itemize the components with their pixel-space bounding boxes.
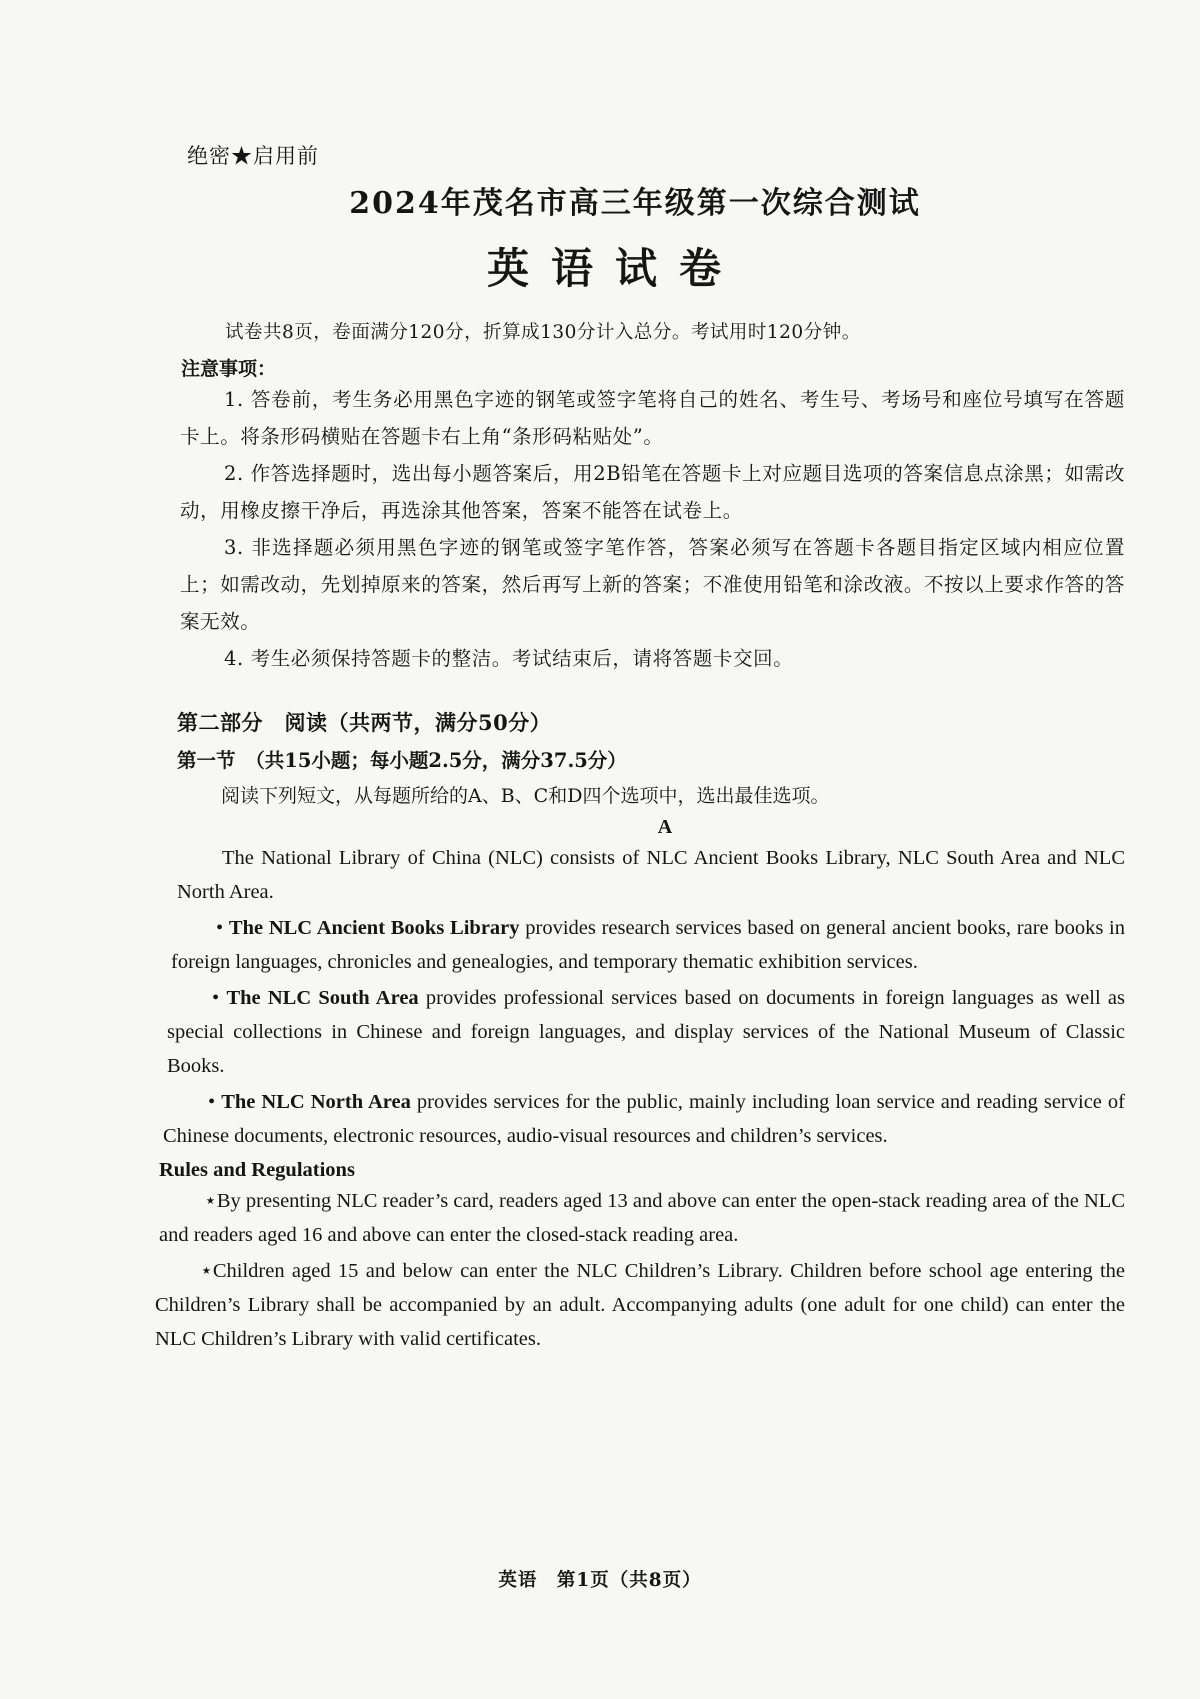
bullet-mark: • — [208, 1091, 216, 1113]
subject-title: 英语试卷 — [486, 244, 743, 293]
part-heading: 第二部分 阅读（共两节，满分50分） — [177, 710, 552, 735]
rule-item: ⋆Children aged 15 and below can enter the NLC Children’s Library. Children before school age entering the Children’s Library shall be accompanied by an adult. Accompanying adults (one adult for one child) can enter the NLC Children’s Library with valid certificates. — [155, 1260, 1125, 1350]
exam-intro: 试卷共8页，卷面满分120分，折算成130分计入总分。考试用时120分钟。 — [225, 322, 861, 343]
bullet-mark: • — [216, 917, 224, 939]
exam-title: 2024年茂名市高三年级第一次综合测试 — [349, 186, 921, 221]
bullet-text: provides research services based on general ancient books, rare books in foreign languages, chronicles and genealogies, and temporary thematic exhibition services. — [171, 917, 1125, 973]
section-heading: 第一节 （共15小题；每小题2.5分，满分37.5分） — [177, 749, 627, 772]
page-content — [155, 140, 1126, 1356]
rules-heading: Rules and Regulations — [159, 1159, 355, 1181]
rule-item: ⋆By presenting NLC reader’s card, readers aged 13 and above can enter the open-stack reading area of the NLC and readers aged 16 and above can enter the closed-stack reading area. — [159, 1190, 1125, 1246]
passage-bullet — [163, 1085, 1125, 1153]
passage-bullet — [167, 981, 1125, 1083]
passage-intro: The National Library of China (NLC) consists of NLC Ancient Books Library, NLC South Area and NLC North Area. — [177, 847, 1125, 903]
notes-heading: 注意事项： — [181, 358, 277, 380]
secret-mark: 绝密★启用前 — [187, 144, 319, 168]
note-item: 1. 答卷前，考生务必用黑色字迹的钢笔或签字笔将自己的姓名、考生号、考场号和座位号填写在答题卡上。将条形码横贴在答题卡右上角“条形码粘贴处”。 — [180, 388, 1125, 448]
note-item: 4. 考生必须保持答题卡的整洁。考试结束后，请将答题卡交回。 — [224, 647, 794, 670]
bullet-text: provides services for the public, mainly including loan service and reading service of Chinese documents, electronic resources, audio-visual resources and children’s services. — [163, 1091, 1126, 1147]
passage-letter: A — [657, 816, 673, 838]
reading-instruction: 阅读下列短文，从每题所给的A、B、C和D四个选项中，选出最佳选项。 — [221, 785, 830, 807]
note-item: 2. 作答选择题时，选出每小题答案后，用2B铅笔在答题卡上对应题目选项的答案信息点涂黑；如需改动，用橡皮擦干净后，再选涂其他答案，答案不能答在试卷上。 — [180, 462, 1125, 522]
bullet-name: The NLC Ancient Books Library — [228, 917, 520, 939]
bullet-text: provides professional services based on documents in foreign languages as well as special collections in Chinese and foreign languages, and display services of the National Museum of Classic Books. — [167, 987, 1125, 1077]
page-footer: 英语 第1页（共8页） — [498, 1570, 702, 1591]
bullet-name: The NLC South Area — [226, 987, 419, 1009]
note-item: 3. 非选择题必须用黑色字迹的钢笔或签字笔作答，答案必须写在答题卡各题目指定区域内相应位置上；如需改动，先划掉原来的答案，然后再写上新的答案；不准使用铅笔和涂改液。不按以上要求作答的答案无效。 — [180, 536, 1125, 633]
passage-bullet — [171, 911, 1125, 979]
bullet-mark: • — [212, 987, 220, 1009]
bullet-name: The NLC North Area — [221, 1091, 411, 1113]
